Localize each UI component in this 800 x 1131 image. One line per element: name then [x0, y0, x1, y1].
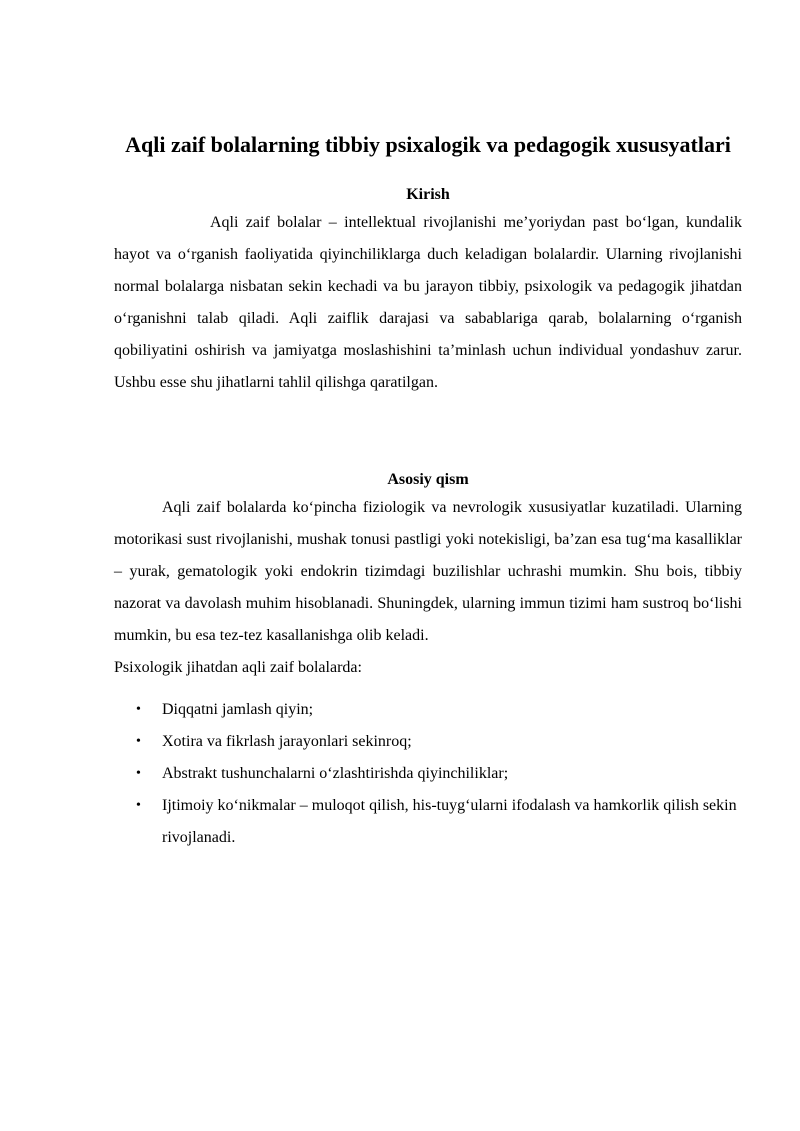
main-paragraph: Aqli zaif bolalarda ko‘pincha fiziologik va nevrologik xususiyatlar kuzatiladi. Ularning motorikasi sust rivojlanishi, mushak tonusi pastligi yoki notekisligi, ba’zan esa tug‘ma kasalliklar – yurak, gematologik yoki endokrin tizimdagi buzilishlar uchrashi mumkin. Shu bois, tibbiy nazorat va davolash muhim hisoblanadi. Shuningdek, ularning immun tizimi ham sustroq bo‘lishi mumkin, bu esa tez-tez kasallanishga olib keladi.: [114, 499, 742, 644]
intro-paragraph: Aqli zaif bolalar – intellektual rivojlanishi me’yoriydan past bo‘lgan, kundalik hayot va o‘rganish faoliyatida qiyinchiliklarga duch keladigan bolalardir. Ularning rivojlanishi normal bolalarga nisbatan sekin kechadi va bu jarayon tibbiy, psixologik va pedagogik jihatdan o‘rganishni talab qiladi. Aqli zaiflik darajasi va sabablariga qarab, bolalarning o‘rganish qobiliyatini oshirish va jamiyatga moslashishini ta’minlash uchun individual yondashuv zarur. Ushbu esse shu jihatlarni tahlil qilishga qaratilgan.: [114, 214, 742, 391]
list-item-text: Xotira va fikrlash jarayonlari sekinroq;: [162, 733, 412, 750]
bullet-icon: •: [136, 766, 141, 781]
bullet-list: [114, 694, 742, 854]
list-item-text: Diqqatni jamlash qiyin;: [162, 701, 314, 718]
document-title: Aqli zaif bolalarning tibbiy psixalogik va pedagogik xususyatlari: [125, 132, 731, 157]
list-item: [114, 726, 742, 758]
bullet-icon: •: [136, 702, 141, 717]
bullet-icon: •: [136, 734, 141, 749]
section-heading-intro: Kirish: [406, 186, 450, 203]
list-item: [114, 790, 742, 854]
list-item-text: Abstrakt tushunchalarni o‘zlashtirishda qiyinchiliklar;: [162, 765, 509, 782]
list-item-text: Ijtimoiy ko‘nikmalar – muloqot qilish, his-tuyg‘ularni ifodalash va hamkorlik qilish sekin rivojlanadi.: [162, 797, 737, 846]
list-item: [114, 694, 742, 726]
list-item: [114, 758, 742, 790]
list-intro: Psixologik jihatdan aqli zaif bolalarda:: [114, 659, 362, 676]
bullet-icon: •: [136, 798, 141, 813]
section-heading-main: Asosiy qism: [387, 471, 469, 488]
